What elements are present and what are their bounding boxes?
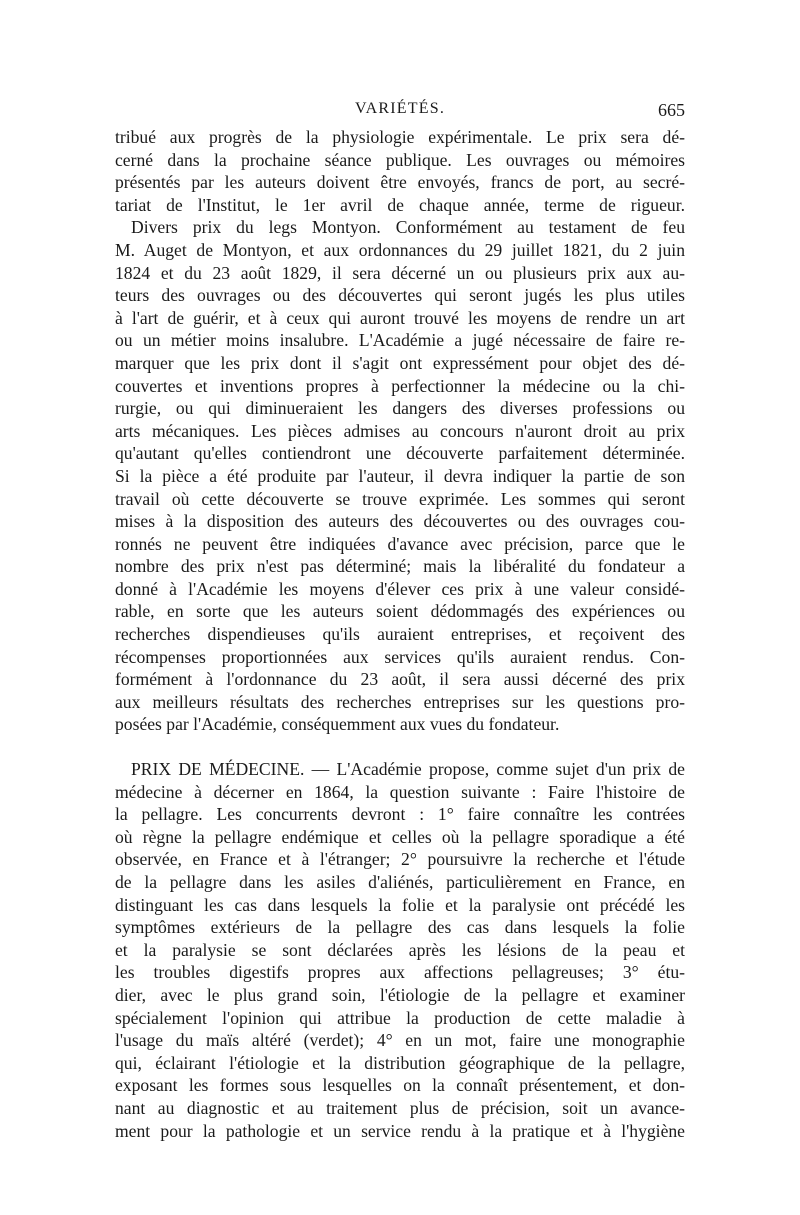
text-line: couvertes et inventions propres à perfectionner la médecine ou la chi-	[115, 375, 685, 396]
text-line: qui, éclairant l'étiologie et la distribution géographique de la pellagre,	[115, 1052, 685, 1073]
text-line: donné à l'Académie les moyens d'élever ces prix à une valeur considé-	[115, 578, 685, 599]
running-head	[115, 100, 685, 124]
text-line: aux meilleurs résultats des recherches entreprises sur les questions pro-	[115, 691, 685, 712]
text-line: Divers prix du legs Montyon. Conformément au testament de feu	[131, 217, 685, 238]
text-line: ment pour la pathologie et un service rendu à la pratique et à l'hygiène	[115, 1120, 685, 1141]
text-line: observée, en France et à l'étranger; 2° poursuivre la recherche et l'étude	[115, 849, 685, 870]
text-line: de la pellagre dans les asiles d'aliénés, particulièrement en France, en	[115, 872, 685, 892]
text-line: M. Auget de Montyon, et aux ordonnances du 29 juillet 1821, du 2 juin	[115, 239, 685, 260]
text-line: et la paralysie se sont déclarées après les lésions de la peau et	[115, 939, 685, 960]
text-line: rable, en sorte que les auteurs soient dédommagés des expériences ou	[115, 601, 685, 622]
text-line: tribué aux progrès de la physiologie expérimentale. Le prix sera dé-	[115, 127, 685, 147]
text-line: cerné dans la prochaine séance publique. Les ouvrages ou mémoires	[115, 149, 685, 170]
text-line: les troubles digestifs propres aux affections pellagreuses; 3° étu-	[115, 962, 685, 983]
text-line: 1824 et du 23 août 1829, il sera décerné un ou plusieurs prix aux au-	[115, 262, 685, 283]
text-line: arts mécaniques. Les pièces admises au concours n'auront droit au prix	[115, 420, 685, 441]
text-line: symptômes extérieurs de la pellagre des cas dans lesquels la folie	[115, 917, 685, 938]
text-line: distinguant les cas dans lesquels la folie et la paralysie ont précédé les	[115, 894, 685, 915]
text-line: dier, avec le plus grand soin, l'étiologie de la pellagre et examiner	[115, 984, 685, 1005]
text-line: travail où cette découverte se trouve exprimée. Les sommes qui seront	[115, 488, 685, 509]
body-text	[115, 126, 685, 1142]
text-line: teurs des ouvrages ou des découvertes qui seront jugés les plus utiles	[115, 285, 685, 306]
text-line: nant au diagnostic et au traitement plus de précision, soit un avance-	[115, 1097, 685, 1118]
page-number: 665	[658, 100, 685, 120]
text-line: rurgie, ou qui diminueraient les dangers des diverses professions ou	[115, 398, 685, 419]
text-line: ou un métier moins insalubre. L'Académie a jugé nécessaire de faire re-	[115, 330, 685, 351]
paragraph-gap	[115, 736, 685, 758]
text-line: médecine à décerner en 1864, la question suivante : Faire l'histoire de	[115, 781, 685, 802]
text-line: tariat de l'Institut, le 1er avril de chaque année, terme de rigueur.	[115, 194, 685, 215]
text-line: spécialement l'opinion qui attribue la production de cette maladie à	[115, 1007, 685, 1028]
text-line: nombre des prix n'est pas déterminé; mais la libéralité du fondateur a	[115, 556, 685, 577]
text-line: récompenses proportionnées aux services qu'ils auraient rendus. Con-	[115, 646, 685, 667]
text-line: l'usage du maïs altéré (verdet); 4° en un mot, faire une monographie	[115, 1030, 685, 1051]
text-line: à l'art de guérir, et à ceux qui auront trouvé les moyens de rendre un art	[115, 307, 685, 328]
text-line: Si la pièce a été produite par l'auteur, il devra indiquer la partie de son	[115, 465, 685, 486]
text-line: PRIX DE MÉDECINE. — L'Académie propose, comme sujet d'un prix de	[131, 759, 685, 780]
running-title: VARIÉTÉS.	[354, 100, 446, 117]
text-line: mises à la disposition des auteurs des découvertes ou des ouvrages cou-	[115, 511, 685, 532]
text-line: la pellagre. Les concurrents devront : 1° faire connaître les contrées	[115, 804, 685, 825]
text-line: qu'autant qu'elles contiendront une découverte parfaitement déterminée.	[115, 443, 685, 464]
text-line: recherches dispendieuses qu'ils auraient entreprises, et reçoivent des	[115, 624, 685, 645]
text-line: posées par l'Académie, conséquemment aux vues du fondateur.	[115, 714, 560, 735]
text-line: exposant les formes sous lesquelles on la connaît présentement, et don-	[115, 1075, 685, 1096]
text-line: marquer que les prix dont il s'agit ont expressément pour objet des dé-	[115, 352, 685, 373]
text-line: présentés par les auteurs doivent être envoyés, francs de port, au secré-	[115, 172, 685, 193]
text-line: ronnés ne peuvent être indiquées d'avance avec précision, parce que le	[115, 533, 685, 554]
text-line: formément à l'ordonnance du 23 août, il sera aussi décerné des prix	[115, 669, 685, 690]
text-line: où règne la pellagre endémique et celles où la pellagre sporadique a été	[115, 826, 685, 847]
